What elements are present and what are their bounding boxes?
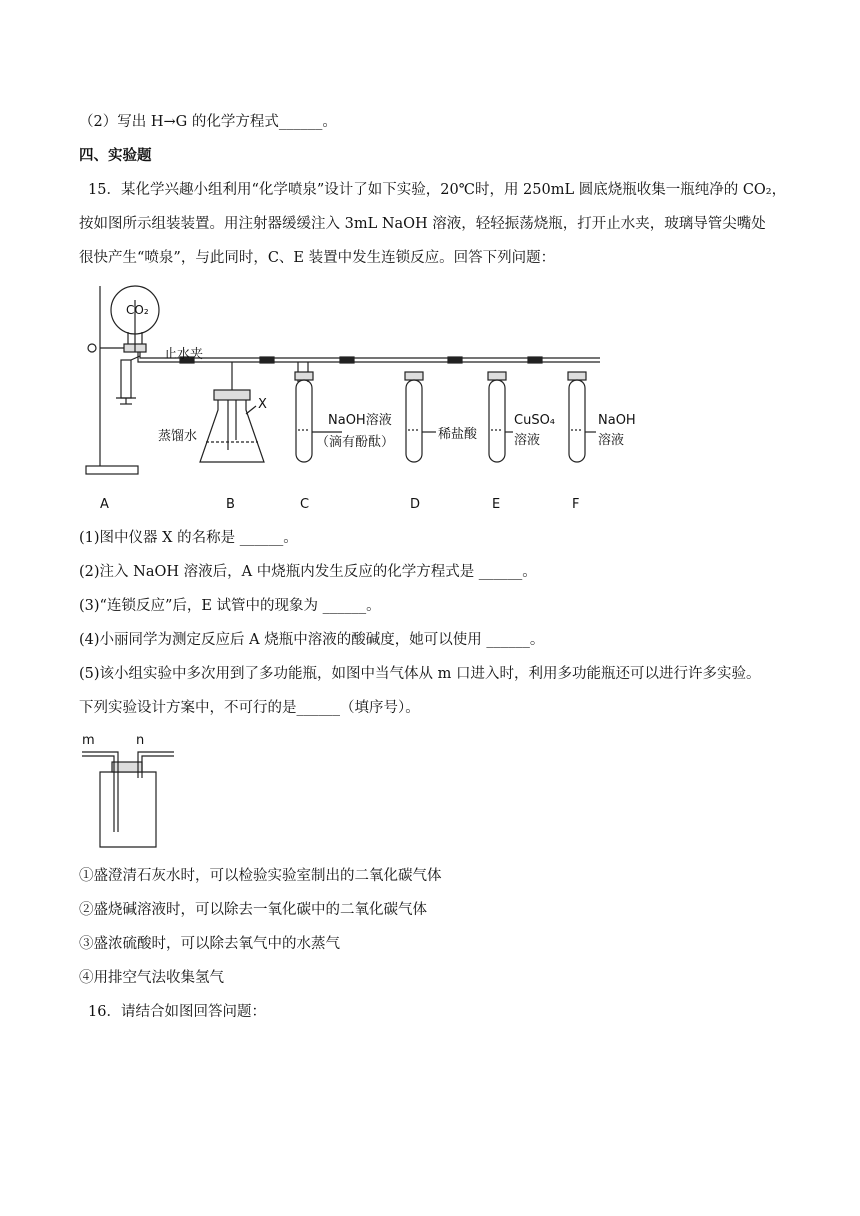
question-4: (4)小丽同学为测定反应后 A 烧瓶中溶液的酸碱度，她可以使用 ______。: [79, 632, 545, 648]
question-3: (3)“连锁反应”后，E 试管中的现象为 ______。: [79, 598, 381, 614]
option-1: ①盛澄清石灰水时，可以检验实验室制出的二氧化碳气体: [79, 868, 442, 884]
option-4: ④用排空气法收集氢气: [79, 970, 224, 986]
label-a: A: [100, 497, 109, 512]
test-tube-e: [489, 380, 505, 462]
question-5: (5)该小组实验中多次用到了多功能瓶，如图中当气体从 m 口进入时，利用多功能瓶还可以进行许多实验。: [79, 666, 761, 682]
c-reagent-line2: （滴有酚酞）: [316, 435, 395, 450]
n-label: n: [136, 733, 145, 748]
f-reagent-line2: 溶液: [598, 433, 625, 448]
option-3: ③盛浓硫酸时，可以除去氧气中的水蒸气: [79, 936, 340, 952]
label-d: D: [410, 497, 421, 512]
q15-intro-line-1: 15．某化学兴趣小组利用“化学喷泉”设计了如下实验，20℃时，用 250mL 圆底烧瓶收集一瓶纯净的 CO₂，: [88, 182, 787, 198]
co2-label: CO₂: [126, 303, 149, 317]
q15-intro-line-3: 很快产生“喷泉”，与此同时，C、E 装置中发生连锁反应。回答下列问题：: [79, 250, 556, 266]
q16-intro: 16．请结合如图回答问题：: [88, 1004, 266, 1020]
test-tube-c: [296, 380, 312, 462]
x-label: X: [258, 397, 267, 412]
d-reagent: 稀盐酸: [438, 427, 478, 442]
clamp-label: 止水夹: [164, 347, 204, 362]
c-reagent-line1: NaOH溶液: [328, 413, 392, 428]
q14-part2: （2）写出 H→G 的化学方程式______。: [79, 114, 337, 130]
q15-intro-line-2: 按如图所示组装装置。用注射器缓缓注入 3mL NaOH 溶液，轻轻振荡烧瓶，打开止水夹，玻璃导管尖嘴处: [79, 216, 766, 232]
label-e: E: [492, 497, 501, 512]
question-5-cont: 下列实验设计方案中，不可行的是______（填序号）。: [79, 700, 420, 716]
option-2: ②盛烧碱溶液时，可以除去一氧化碳中的二氧化碳气体: [79, 902, 427, 918]
question-1: (1)图中仪器 X 的名称是 ______。: [79, 530, 298, 546]
e-reagent-line1: CuSO₄: [514, 413, 556, 428]
label-c: C: [300, 497, 310, 512]
label-b: B: [226, 497, 235, 512]
stand-clamp: [88, 344, 96, 352]
multifunction-bottle-figure: [80, 732, 170, 852]
e-reagent-line2: 溶液: [514, 433, 541, 448]
water-label: 蒸馏水: [158, 429, 198, 444]
test-tube-f: [569, 380, 585, 462]
label-f: F: [572, 497, 580, 512]
m-label: m: [82, 733, 95, 748]
section-heading: 四、实验题: [79, 147, 152, 164]
question-2: (2)注入 NaOH 溶液后，A 中烧瓶内发生反应的化学方程式是 ______。: [79, 564, 537, 580]
apparatus-figure: [80, 280, 636, 520]
f-reagent-line1: NaOH: [598, 413, 636, 428]
bottle-body: [100, 772, 156, 847]
conical-flask: [200, 400, 264, 462]
stand-base: [86, 466, 138, 474]
syringe: [121, 360, 131, 398]
test-tube-d: [406, 380, 422, 462]
